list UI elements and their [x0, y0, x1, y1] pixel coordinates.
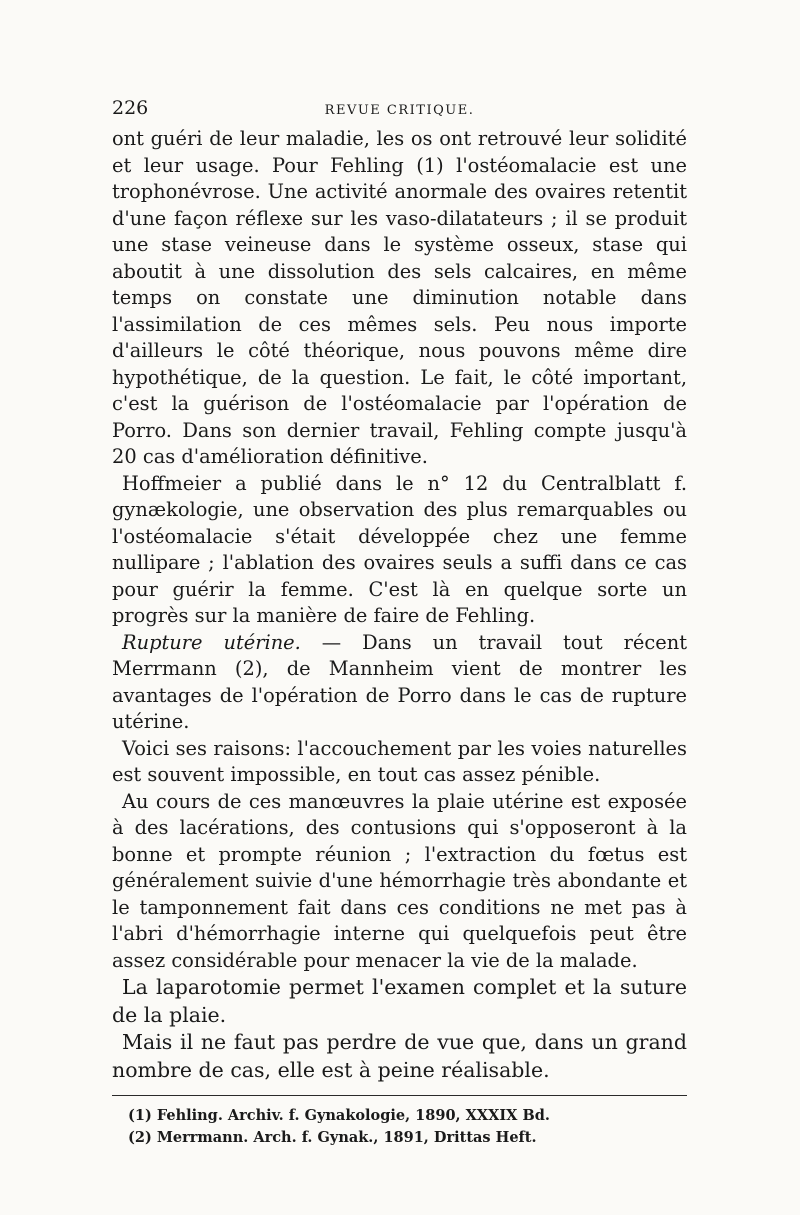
paragraph: Hoffmeier a publié dans le n° 12 du Centralblatt f. gynækologie, une observation des plus remarquables ou l'ostéomalacie s'était développée chez une femme nullipare ; l'ablation des ovaires seuls a suffi dans ce cas pour guérir la femme. C'est là en quelque sorte un progrès sur la manière de faire de Fehling. — [112, 471, 687, 627]
running-head — [112, 97, 687, 121]
paragraph: Voici ses raisons: l'accouchement par les voies naturelles est souvent impossible, en tout cas assez pénible. — [112, 736, 687, 786]
footnote: (2) Merrmann. Arch. f. Gynak., 1891, Drittas Heft. — [128, 1129, 537, 1146]
footnote: (1) Fehling. Archiv. f. Gynakologie, 1890, XXXIX Bd. — [128, 1107, 550, 1124]
section-dash: — — [300, 630, 363, 654]
page-number: 226 — [112, 97, 149, 119]
section-heading: Rupture utérine. — [122, 630, 301, 654]
book-page — [112, 97, 687, 1149]
paragraph: ont guéri de leur maladie, les os ont retrouvé leur solidité et leur usage. Pour Fehling (1) l'ostéomalacie est une trophonévrose. Une activité anormale des ovaires retentit d'une façon réflexe sur les vaso-dilatateurs ; il se produit une stase veineuse dans le système osseux, stase qui aboutit à une dissolution des sels calcaires, en même temps on constate une diminution notable dans l'assimilation de ces mêmes sels. Peu nous importe d'ailleurs le côté théorique, nous pouvons même dire hypothétique, de la question. Le fait, le côté important, c'est la guérison de l'ostéomalacie par l'opération de Porro. Dans son dernier travail, Fehling compte jusqu'à 20 cas d'amélioration définitive. — [112, 127, 687, 468]
body-text — [112, 126, 687, 1084]
paragraph: Au cours de ces manœuvres la plaie utérine est exposée à des lacérations, des contusions qui s'opposeront à la bonne et prompte réunion ; l'extraction du fœtus est généralement suivie d'une hémorrhagie très abondante et le tamponnement fait dans ces conditions ne met pas à l'abri d'hémorrhagie interne qui quelquefois peut être assez considérable pour menacer la vie de la malade. — [112, 789, 687, 972]
running-title: REVUE CRITIQUE. — [324, 103, 475, 118]
paragraph: La laparotomie permet l'examen complet et la suture de la plaie. — [112, 975, 687, 1027]
footnotes — [112, 1105, 687, 1149]
paragraph: Mais il ne faut pas perdre de vue que, dans un grand nombre de cas, elle est à peine réalisable. — [112, 1030, 687, 1082]
section-paragraph — [112, 630, 687, 736]
section-intro: Dans un travail tout récent Merrmann (2), de Mannheim vient de montrer les avantages de l'opération de Porro dans le cas de rupture utérine. — [112, 630, 688, 733]
footnote-rule — [112, 1095, 687, 1096]
